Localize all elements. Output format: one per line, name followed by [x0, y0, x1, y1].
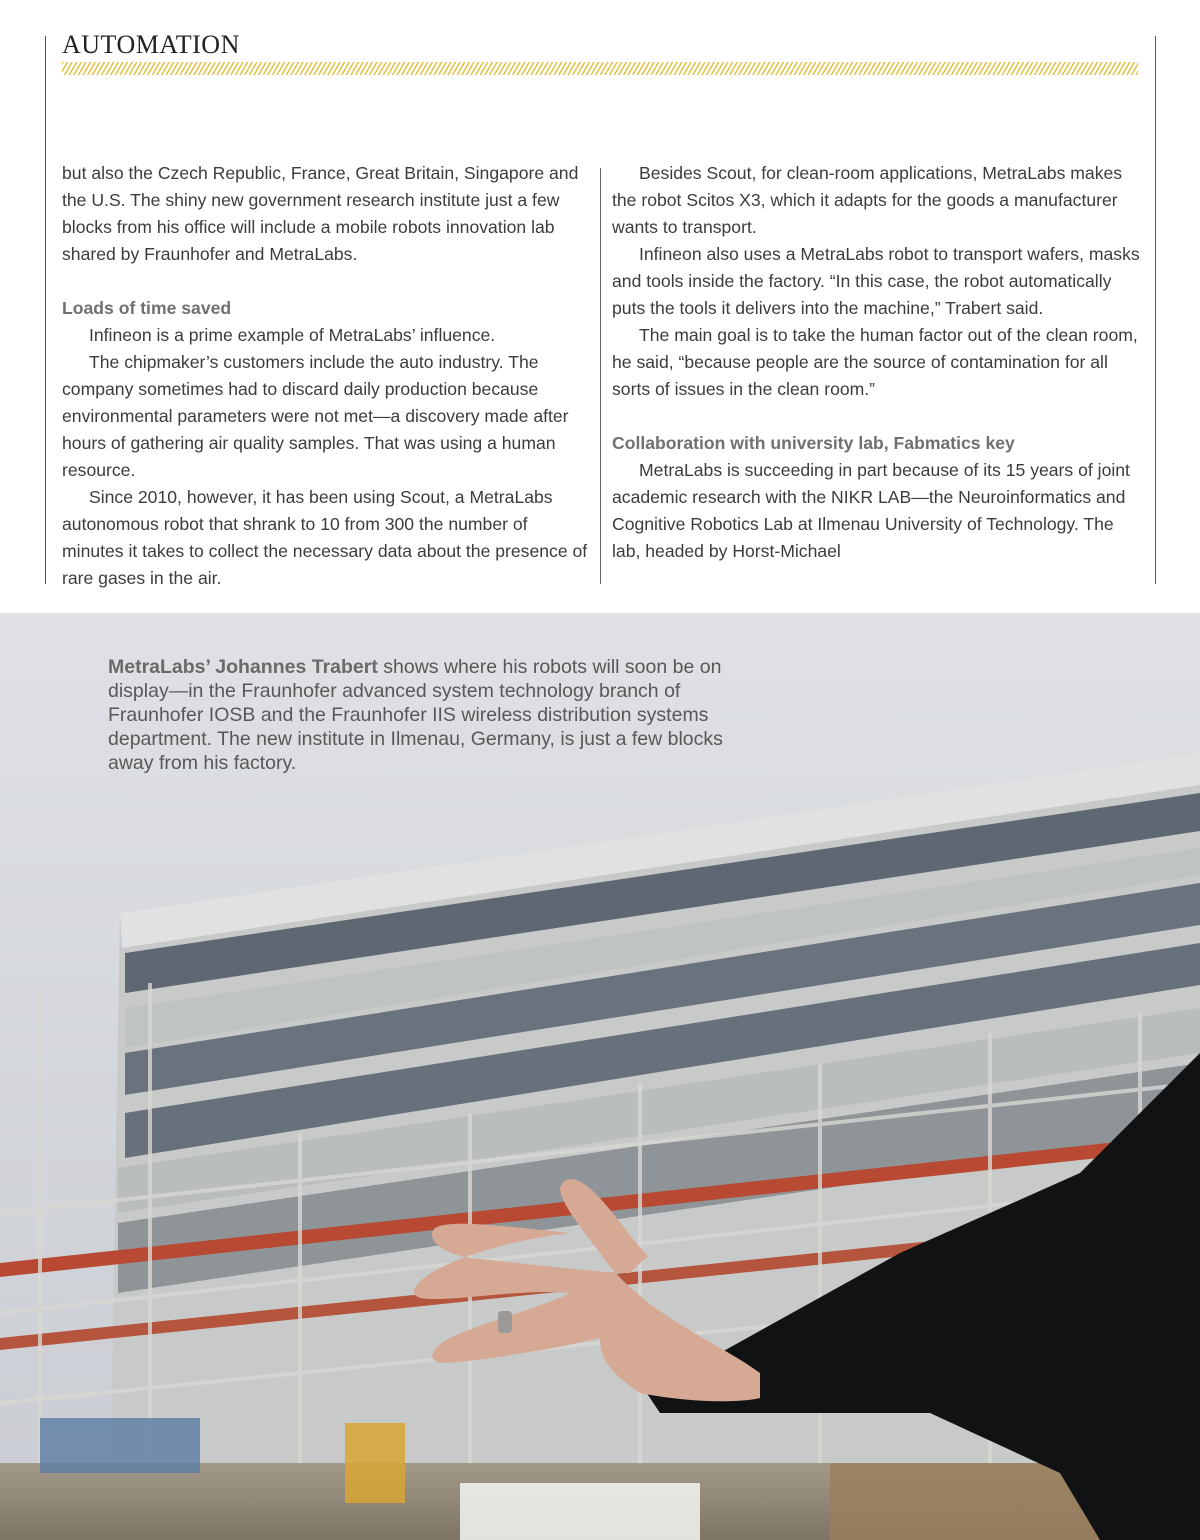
left-frame-line	[45, 36, 46, 584]
article-column-left	[62, 160, 592, 592]
paragraph: MetraLabs is succeeding in part because of its 15 years of joint academic research with the NIKR LAB—the Neuroinformatics and Cognitive Robotics Lab at Ilmenau University of Technology. The lab, headed by Horst-Michael	[612, 460, 1130, 561]
paragraph: Besides Scout, for clean-room applications, MetraLabs makes the robot Scitos X3, which it adapts for the goods a manufacturer wants to transport.	[612, 163, 1123, 237]
paragraph: The main goal is to take the human factor out of the clean room, he said, “because people are the source of contamination for all sorts of issues in the clean room.”	[612, 325, 1138, 399]
paragraph: Infineon is a prime example of MetraLabs’ influence.	[89, 325, 496, 345]
photo-caption	[108, 655, 748, 775]
paragraph: Since 2010, however, it has been using Scout, a MetraLabs autonomous robot that shrank to 10 from 300 the number of minutes it takes to collect the necessary data about the presence of rare gases in the air.	[62, 487, 588, 588]
section-title: AUTOMATION	[62, 30, 240, 59]
caption-text: shows where his robots will soon be on display—in the Fraunhofer advanced system technology branch of Fraunhofer IOSB and the Fraunhofer IIS wireless distribution systems department. The new institute in Ilmenau, Germany, is just a few blocks away from his factory.	[108, 656, 723, 774]
subheading: Loads of time saved	[62, 298, 232, 318]
paragraph: but also the Czech Republic, France, Great Britain, Singapore and the U.S. The shiny new government research institute just a few blocks from his office will include a mobile robots innovation lab shared by Fraunhofer and MetraLabs.	[62, 163, 579, 264]
right-frame-line	[1155, 36, 1156, 584]
subheading: Collaboration with university lab, Fabmatics key	[612, 433, 1015, 453]
paragraph: Infineon also uses a MetraLabs robot to transport wafers, masks and tools inside the factory. “In this case, the robot automatically puts the tools it delivers into the machine,” Trabert said.	[612, 244, 1140, 318]
caption-name: MetraLabs’ Johannes Trabert	[108, 656, 378, 678]
article-column-right	[612, 160, 1142, 565]
header-rule	[62, 62, 1138, 75]
paragraph: The chipmaker’s customers include the auto industry. The company sometimes had to discard daily production because environmental parameters were not met—a discovery made after hours of gathering air quality samples. That was using a human resource.	[62, 352, 569, 480]
column-divider	[600, 168, 601, 584]
